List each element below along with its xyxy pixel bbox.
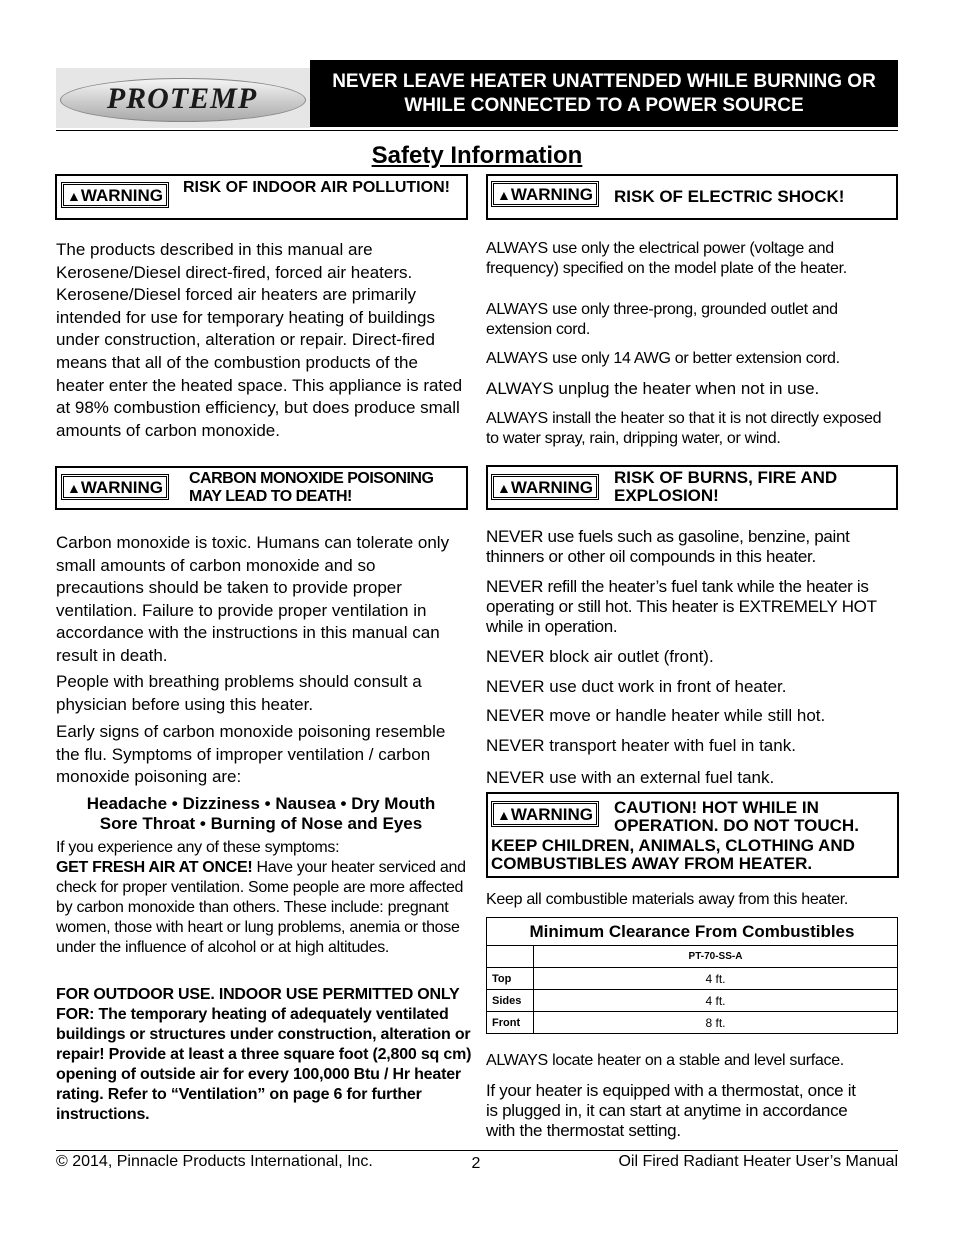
electric-rule-3: ALWAYS use only 14 AWG or better extension cord.	[486, 350, 840, 367]
warning-triangle-icon: ▲	[497, 480, 511, 496]
page-title: Safety Information	[371, 142, 583, 169]
never-rule-7: NEVER use with an external fuel tank.	[486, 768, 775, 787]
footer-manual-title: Oil Fired Radiant Heater User’s Manual	[618, 1153, 898, 1170]
clearance-grid	[487, 945, 897, 1034]
co-paragraph-2: People with breathing problems should consult a physician before using this heater.	[56, 672, 422, 714]
never-rule-5: NEVER move or handle heater while still hot.	[486, 706, 826, 725]
caution-box-hot	[486, 792, 899, 878]
never-rule-2: NEVER refill the heater’s fuel tank while the heater is operating or still hot. This heater is EXTREMELY HOT while in operation.	[486, 577, 877, 636]
page-number: 2	[471, 1155, 481, 1172]
warning-label: ▲WARNING	[61, 474, 169, 500]
co-paragraph-1: Carbon monoxide is toxic. Humans can tolerate only small amounts of carbon monoxide and so precautions should be taken to provide proper ventilation. Failure to provide proper ventilation in accordance with the instructions in this manual can result in death.	[56, 533, 450, 665]
never-rule-4: NEVER use duct work in front of heater.	[486, 677, 787, 696]
warning-box-electric-shock	[486, 174, 898, 220]
table-row	[487, 990, 897, 1012]
header-rule	[56, 130, 898, 131]
warning-triangle-icon: ▲	[67, 188, 81, 204]
footer-rule	[56, 1150, 898, 1151]
symptoms-line-2: Sore Throat • Burning of Nose and Eyes	[99, 814, 423, 833]
never-rule-3: NEVER block air outlet (front).	[486, 647, 714, 666]
banner-line-2: WHILE CONNECTED TO A POWER SOURCE	[404, 94, 804, 116]
header-banner	[310, 60, 898, 127]
warning-triangle-icon: ▲	[497, 187, 511, 203]
warning-box-carbon-monoxide	[55, 466, 468, 510]
table-row	[487, 1012, 897, 1034]
never-rule-6: NEVER transport heater with fuel in tank.	[486, 736, 796, 755]
warning-heading: RISK OF INDOOR AIR POLLUTION!	[183, 179, 450, 196]
thermostat-note: If your heater is equipped with a thermostat, once it is plugged in, it can start at anytime in accordance with the thermostat setting.	[486, 1081, 856, 1140]
intro-paragraph: The products described in this manual are Kerosene/Diesel direct-fired, forced air heaters. Kerosene/Diesel forced air heaters are primarily intended for use for temporary heating of buildings under construction, alteration or repair. Direct-fired means that all of the combustion products of the heater enter the heated space. This appliance is rated at 98% combustion efficiency, but does produce small amounts of carbon monoxide.	[56, 240, 463, 440]
table-row	[487, 968, 897, 990]
never-rule-1: NEVER use fuels such as gasoline, benzine, paint thinners or other oil compounds in this heater.	[486, 527, 850, 566]
symptoms-intro: If you experience any of these symptoms:	[56, 839, 340, 856]
row-value: 4 ft.	[534, 990, 898, 1012]
row-label: Top	[487, 968, 534, 990]
protemp-logo: PROTEMP	[106, 82, 258, 115]
row-value: 8 ft.	[534, 1012, 898, 1034]
warning-heading: CARBON MONOXIDE POISONING MAY LEAD TO DEATH!	[189, 470, 434, 505]
warning-label: ▲WARNING	[61, 182, 169, 208]
warning-label: ▲WARNING	[491, 474, 599, 500]
row-value: 4 ft.	[534, 968, 898, 990]
clearance-table-title: Minimum Clearance From Combustibles	[487, 918, 897, 946]
electric-rule-2: ALWAYS use only three-prong, grounded outlet and extension cord.	[486, 301, 838, 338]
warning-heading: RISK OF ELECTRIC SHOCK!	[614, 187, 845, 206]
warning-box-indoor-air	[55, 174, 468, 220]
caution-body: KEEP CHILDREN, ANIMALS, CLOTHING AND COMBUSTIBLES AWAY FROM HEATER.	[491, 836, 855, 873]
clearance-table	[486, 917, 898, 1034]
row-label: Front	[487, 1012, 534, 1034]
row-label: Sides	[487, 990, 534, 1012]
warning-box-burns-fire	[486, 465, 898, 510]
warning-triangle-icon: ▲	[497, 807, 511, 823]
model-header: PT-70-SS-A	[534, 946, 898, 968]
caution-heading: CAUTION! HOT WHILE IN OPERATION. DO NOT TOUCH.	[614, 798, 859, 835]
footer-copyright: © 2014, Pinnacle Products International, Inc.	[56, 1153, 373, 1170]
warning-triangle-icon: ▲	[67, 480, 81, 496]
outdoor-use-notice: FOR OUTDOOR USE. INDOOR USE PERMITTED ONLY FOR: The temporary heating of adequately ventilated buildings or structures under construction, alteration or repair! Provide at least a three square foot (2,800 sq cm) opening of outside air for every 100,000 Btu / Hr heater rating. Refer to “Ventilation” on page 6 for further instructions.	[56, 986, 472, 1123]
symptoms-advice-body	[56, 858, 468, 958]
electric-rule-5: ALWAYS install the heater so that it is not directly exposed to water spray, rain, dripping water, or wind.	[486, 410, 882, 447]
level-surface-rule: ALWAYS locate heater on a stable and level surface.	[486, 1052, 844, 1069]
warning-heading: RISK OF BURNS, FIRE AND EXPLOSION!	[614, 468, 838, 505]
warning-label: ▲WARNING	[491, 181, 599, 207]
electric-rule-4: ALWAYS unplug the heater when not in use.	[486, 379, 820, 398]
fresh-air-notice: GET FRESH AIR AT ONCE!	[56, 859, 253, 876]
advice-text: Have your heater serviced and check for proper ventilation. Some people are more affected by carbon monoxide than others. These include: pregnant women, those with heart or lung problems, anemia or those under the influence of alcohol or at high altitudes.	[56, 859, 466, 956]
co-paragraph-3: Early signs of carbon monoxide poisoning resemble the flu. Symptoms of improper ventilation / carbon monoxide poisoning are:	[56, 722, 446, 787]
symptoms-advice	[56, 838, 468, 958]
banner-line-1: NEVER LEAVE HEATER UNATTENDED WHILE BURNING OR	[332, 70, 876, 92]
keep-combustibles-note: Keep all combustible materials away from this heater.	[486, 891, 849, 908]
table-row	[487, 946, 897, 968]
warning-label: ▲WARNING	[491, 801, 599, 827]
table-cell	[487, 946, 534, 968]
electric-rule-1: ALWAYS use only the electrical power (voltage and frequency) specified on the model plate of the heater.	[486, 240, 847, 277]
symptoms-line-1: Headache • Dizziness • Nausea • Dry Mouth	[86, 794, 436, 813]
